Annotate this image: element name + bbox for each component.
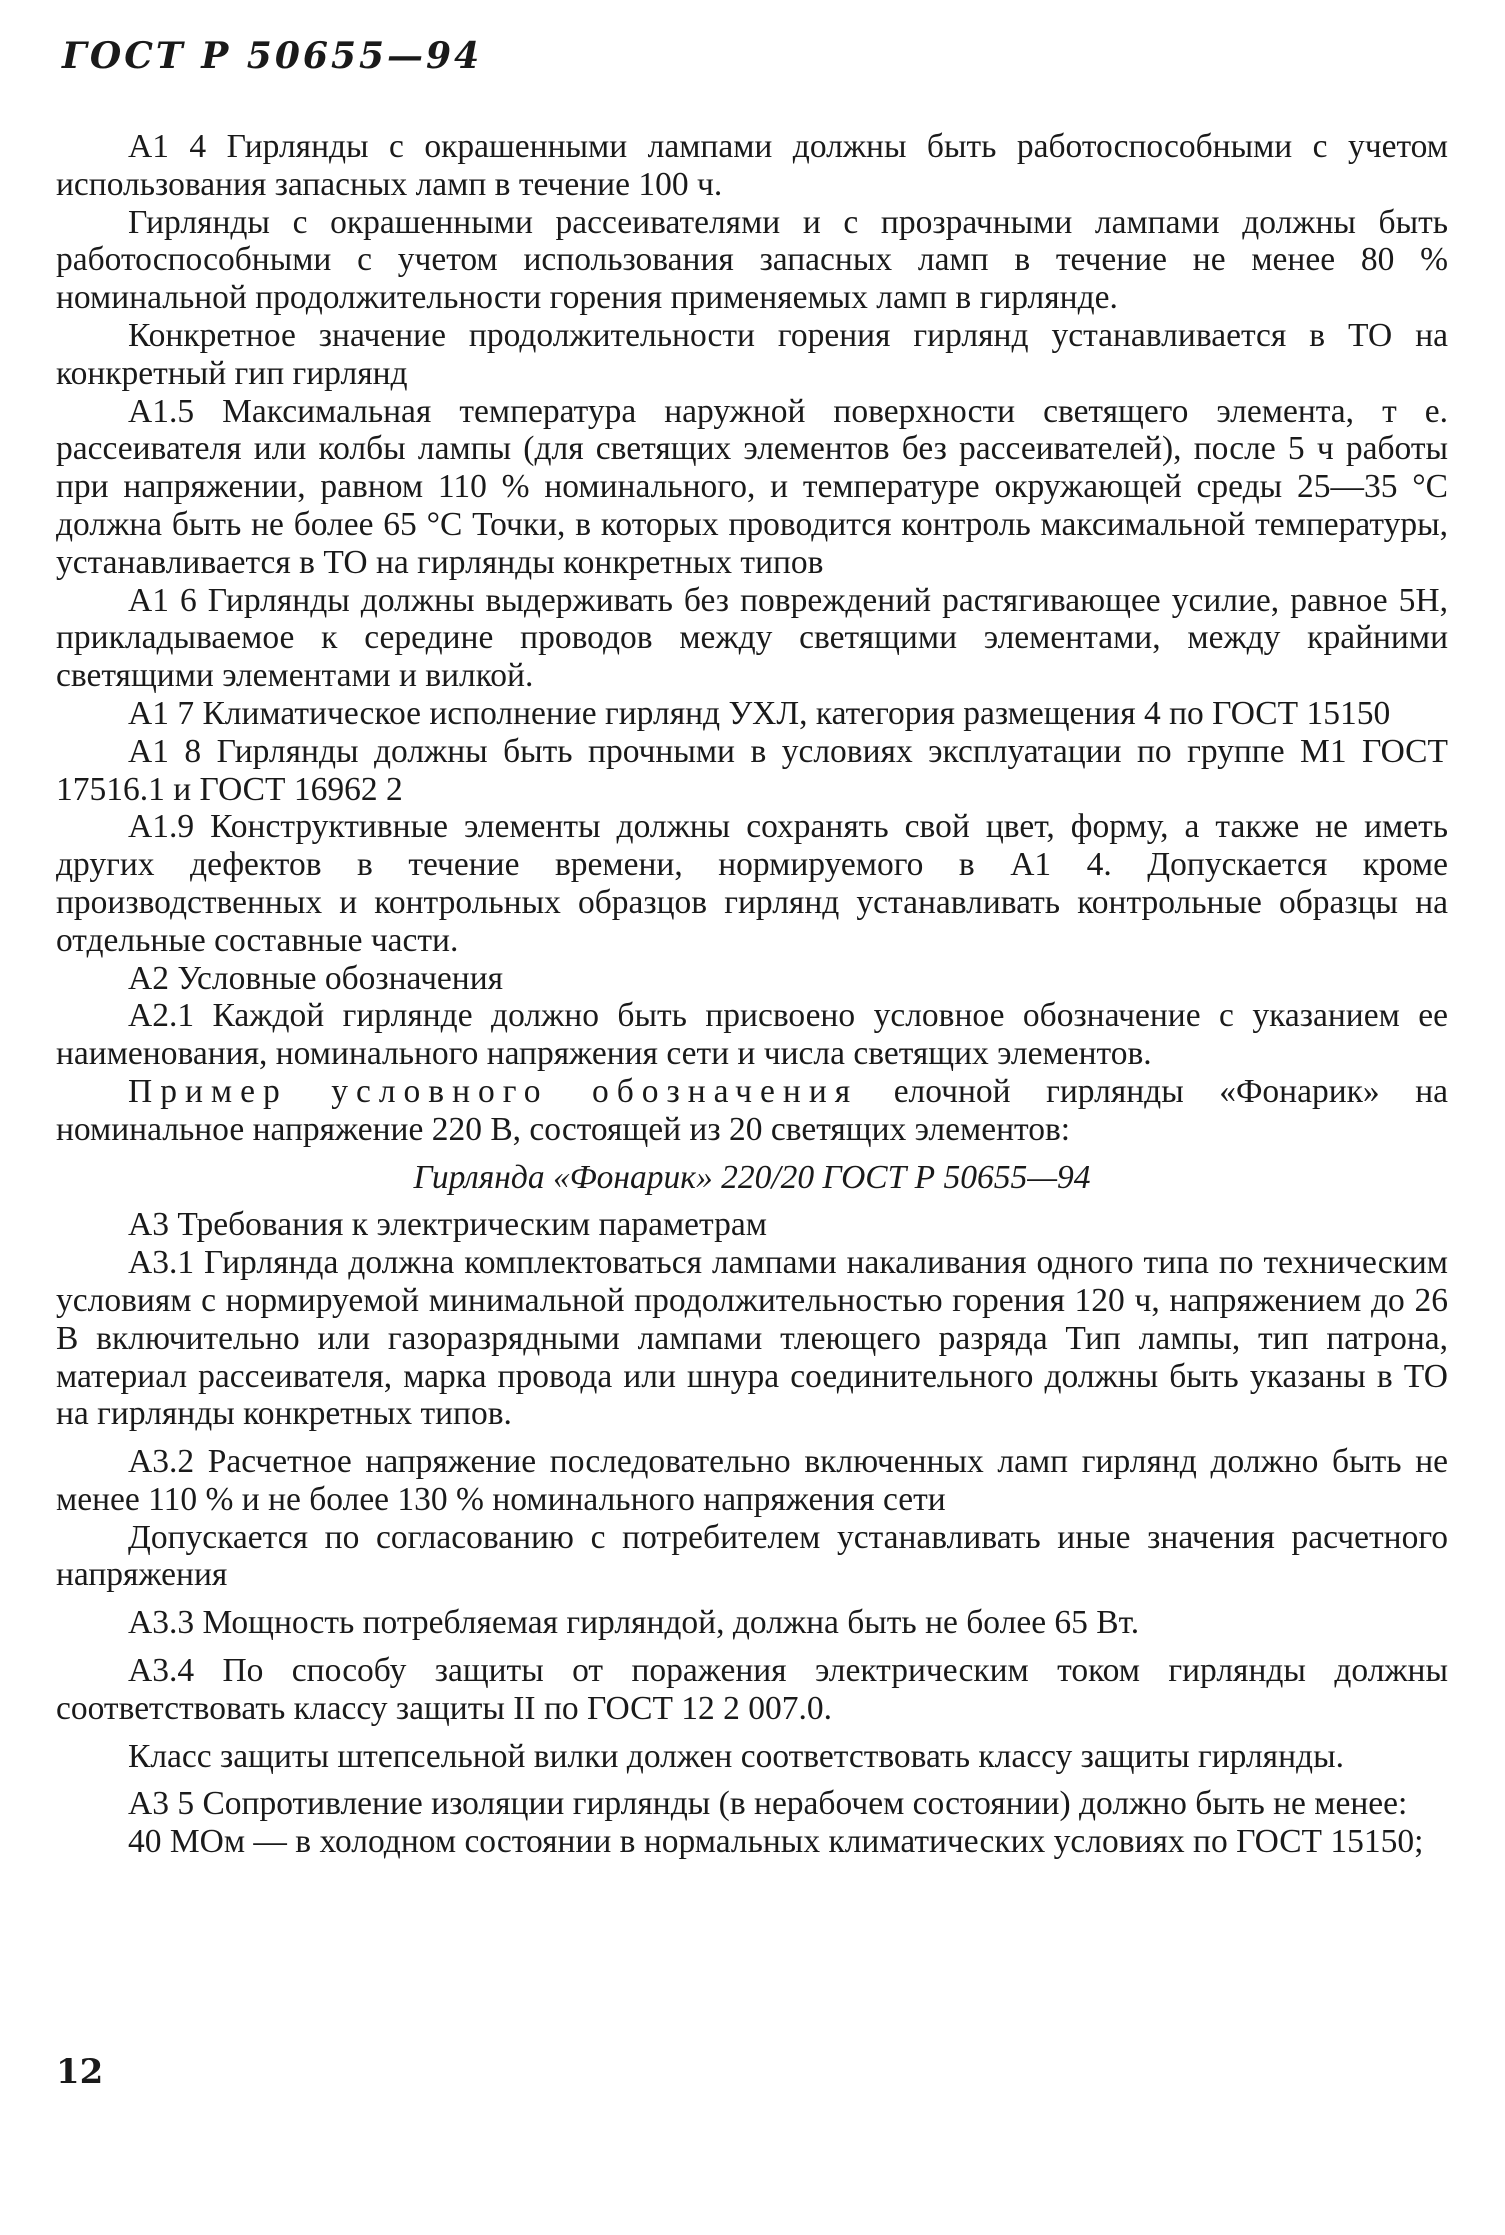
section-heading-a2: А2 Условные обозначения xyxy=(128,959,504,997)
example-paragraph xyxy=(56,1073,1448,1149)
example-designation: Гирлянда «Фонарик» 220/20 ГОСТ Р 50655—94 xyxy=(413,1158,1091,1196)
paragraph-a3-5-cold: 40 МОм — в холодном состоянии в нормальных климатических условиях по ГОСТ 15150; xyxy=(128,1823,1424,1861)
paragraph-a1-8: А1 8 Гирлянды должны быть прочными в условиях эксплуатации по группе М1 ГОСТ 17516.1 и ГОСТ 16962 2 xyxy=(56,732,1448,808)
paragraph-a1-5: А1.5 Максимальная температура наружной поверхности светящего элемента, т е. рассеивателя или колбы лампы (для светящих элементов без рассеивателей), после 5 ч работы при напряжении, равном 110 % номинального, и температуре окружающей среды 25—35 °С должна быть не более 65 °С Точки, в которых проводится контроль максимальной температуры, устанавливается в ТО на гирлянды конкретных типов xyxy=(56,392,1448,581)
paragraph-a3-4: А3.4 По способу защиты от поражения электрическим током гирлянды должны соответствовать классу защиты II по ГОСТ 12 2 007.0. xyxy=(56,1652,1448,1727)
page-header: ГОСТ Р 50655—94 xyxy=(62,35,483,77)
paragraph-a1-4-duration: Конкретное значение продолжительности горения гирлянд устанавливается в ТО на конкретный гип гирлянд xyxy=(56,316,1448,392)
paragraph-a3-2-agreement: Допускается по согласованию с потребителем устанавливать иные значения расчетного напряжения xyxy=(56,1518,1448,1594)
paragraph-a2-1: А2.1 Каждой гирлянде должно быть присвоено условное обозначение с указанием ее наименования, номинального напряжения сети и числа светящих элементов. xyxy=(56,997,1448,1073)
document-body xyxy=(56,128,1448,1861)
paragraph-a1-7: А1 7 Климатическое исполнение гирлянд УХЛ, категория размещения 4 по ГОСТ 15150 xyxy=(128,694,1391,732)
example-rest: елочной гирлянды «Фонарик» на номинальное напряжение 220 В, состоящей из 20 светящих элементов: xyxy=(56,1072,1448,1148)
paragraph-a3-4-plug: Класс защиты штепсельной вилки должен соответствовать классу защиты гирлянды. xyxy=(128,1737,1344,1775)
paragraph-a3-5: А3 5 Сопротивление изоляции гирлянды (в нерабочем состоянии) должно быть не менее: xyxy=(128,1785,1408,1823)
paragraph-a3-1: А3.1 Гирлянда должна комплектоваться лампами накаливания одного типа по техническим условиям с нормируемой минимальной продолжительностью горения 120 ч, напряжением до 26 В включительно или газоразрядными лампами тлеющего разряда Тип лампы, тип патрона, материал рассеивателя, марка провода или шнура соединительного должны быть указаны в ТО на гирлянды конкретных типов. xyxy=(56,1244,1448,1433)
section-heading-a3: А3 Требования к электрическим параметрам xyxy=(128,1206,767,1244)
paragraph-a3-2: А3.2 Расчетное напряжение последовательно включенных ламп гирлянд должно быть не менее 110 % и не более 130 % номинального напряжения сети xyxy=(56,1443,1448,1518)
paragraph-a1-9: А1.9 Конструктивные элементы должны сохранять свой цвет, форму, а также не иметь других дефектов в течение времени, нормируемого в А1 4. Допускается кроме производственных и контрольных образцов гирлянд устанавливать контрольные образцы на отдельные составные части. xyxy=(56,808,1448,959)
paragraph-a1-6: А1 6 Гирлянды должны выдерживать без повреждений растягивающее усилие, равное 5Н, прикладываемое к середине проводов между светящими элементами, между крайними светящими элементами и вилкой. xyxy=(56,581,1448,695)
paragraph-a1-4-colored-diffusers: Гирлянды с окрашенными рассеивателями и с прозрачными лампами должны быть работоспособными с учетом использования запасных ламп в течение не менее 80 % номинальной продолжительности горения применяемых ламп в гирлянде. xyxy=(56,203,1448,317)
example-lead: Пример условного обозначения xyxy=(128,1072,859,1110)
paragraph-a1-4: А1 4 Гирлянды с окрашенными лампами должны быть работоспособными с учетом использования запасных ламп в течение 100 ч. xyxy=(56,128,1448,203)
paragraph-a3-3: А3.3 Мощность потребляемая гирляндой, должна быть не более 65 Вт. xyxy=(128,1604,1140,1642)
page-number: 12 xyxy=(56,2052,104,2092)
